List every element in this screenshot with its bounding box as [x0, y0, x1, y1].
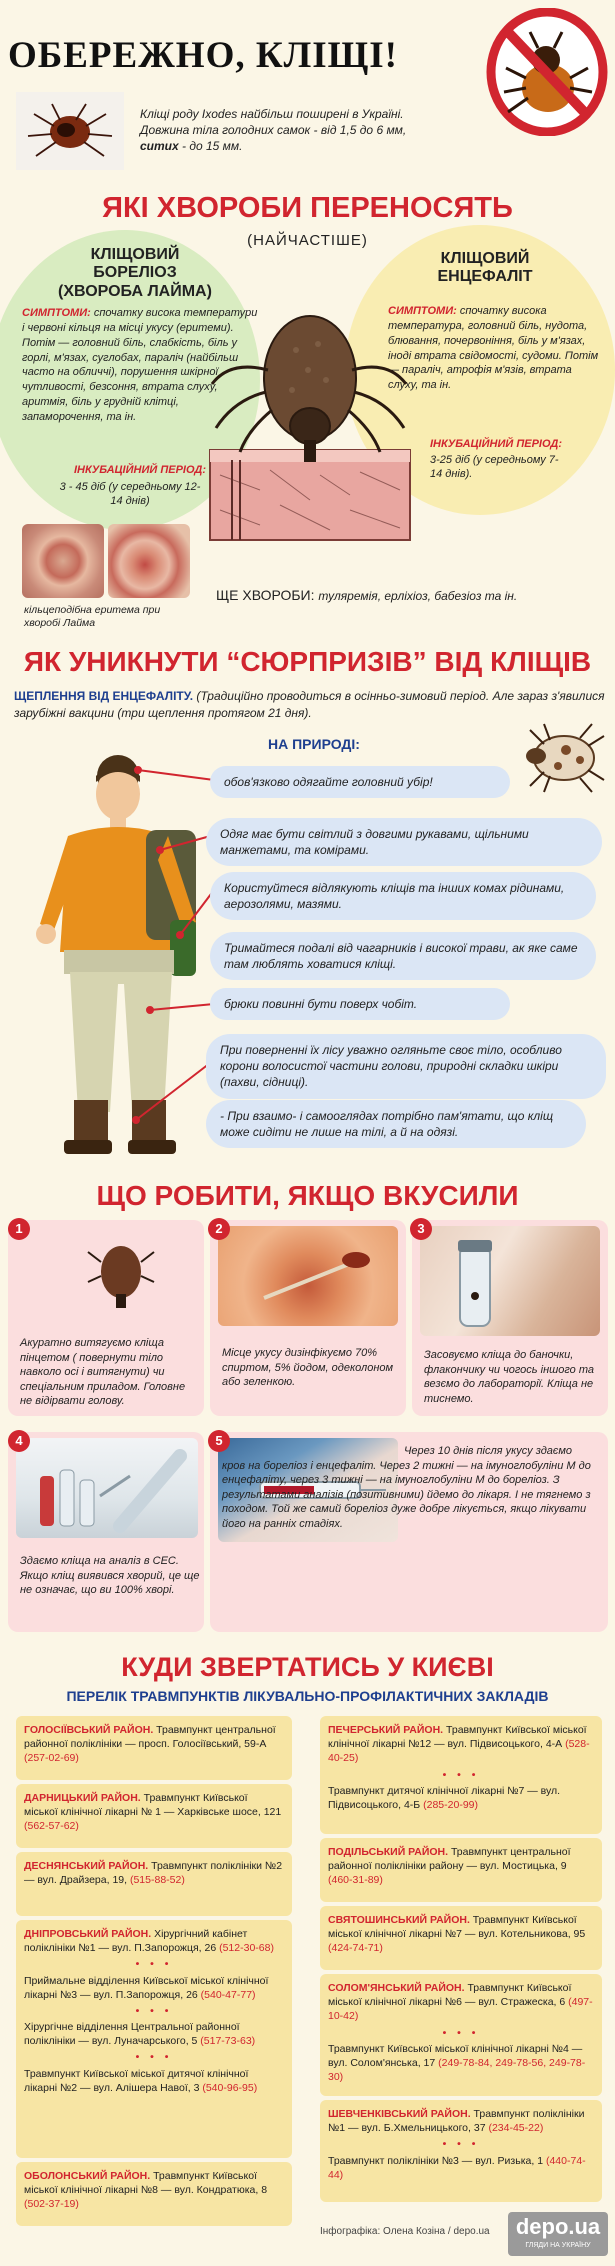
kyiv-subheading: ПЕРЕЛІК ТРАВМПУНКТІВ ЛІКУВАЛЬНО-ПРОФІЛАКТИЧНИХ ЗАКЛАДІВ: [66, 1688, 549, 1704]
separator-dots: • • •: [442, 2138, 480, 2151]
kyiv-heading: КУДИ ЗВЕРТАТИСЬ У КИЄВІ: [121, 1652, 494, 1682]
diseases-heading: ЯКІ ХВОРОБИ ПЕРЕНОСЯТЬ: [102, 192, 513, 224]
separator-dots: • • •: [442, 1768, 480, 1781]
tip-bubble-5: брюки повинні бути поверх чобіт.: [210, 988, 510, 1020]
district-obolonskyi: ОБОЛОНСЬКИЙ РАЙОН. Травмпункт Київської міської клінічної лікарні №8 — вул. Кондратюка, 8 (502-37-19): [16, 2162, 292, 2226]
tip-bubble-3: Користуйтеся відлякують кліщів та інших комах рідинами, аерозолями, мазями.: [210, 872, 596, 920]
district-desnianskyi: ДЕСНЯНСЬКИЙ РАЙОН. Травмпункт поліклініки №2 — вул. Драйзера, 19, (515-88-52): [16, 1852, 292, 1916]
step-3-vial-icon: [440, 1236, 510, 1336]
separator-dots: • • •: [135, 2004, 173, 2017]
lyme-incubation-label: ІНКУБАЦІЙНИЙ ПЕРІОД:: [74, 464, 206, 476]
district-darnytskyi: ДАРНИЦЬКИЙ РАЙОН. Травмпункт Київської міської клінічної лікарні № 1 — Харківське шосе, 121 (562-57-62): [16, 1784, 292, 1848]
lyme-symptoms: СИМПТОМИ: спочатку висока температури і червоні кільця на місці укусу (еритеми). Потім — головний біль, слабкість, біль у горлі, м'язах, суглобах, параліч (найбільш часто на обличчі), порушення шкірної чутливості, безсоння, втрата слуху, аритмія, біль у грудній клітці, запаморочення, та ін.: [22, 307, 258, 423]
erythema-caption: кільцеподібна еритема при хворобі Лайма: [24, 604, 161, 630]
vaccine-text: ЩЕПЛЕННЯ ВІД ЕНЦЕФАЛІТУ. (Традиційно проводиться в осінньо-зимовий період. Але зараз з'явилися зарубіжні вакцини (три щеплення протягом 21 дня).: [14, 689, 605, 720]
tip-bubble-4: Тримайтеся подалі від чагарників і високої трави, ак яке саме там люблять ховатися кліщі.: [210, 932, 596, 980]
step-2-swab-icon: [244, 1240, 384, 1310]
district-solomianskyi: СОЛОМ'ЯНСЬКИЙ РАЙОН. Травмпункт Київської міської клінічної лікарні №6 — вул. Стражеска, 6 (497-10-42) • • • Травмпункт Київської міської клінічної лікарні №4 — вул. Солом'янська, 17 (249-78-84, 249-78-56, 249-78-30): [320, 1974, 602, 2096]
encephalitis-incubation-label: ІНКУБАЦІЙНИЙ ПЕРІОД:: [430, 438, 562, 450]
tip-bubble-1: обов'язково одягайте головний убір!: [210, 766, 510, 798]
step-4-text: Здаємо кліща на аналіз в СЕС. Якщо кліщ виявився хворий, це ще не означає, що ви 100% хворі.: [20, 1555, 200, 1597]
tip-bubble-6: При поверненні їх лісу уважно огляньте своє тіло, особливо корони волосистої частини голови, природні складки шкіри (пахви, сідниці).: [206, 1034, 606, 1099]
step-1-number: 1: [8, 1218, 30, 1240]
separator-dots: • • •: [135, 2051, 173, 2064]
diseases-subheading: (НАЙЧАСТІШЕ): [247, 232, 368, 249]
encephalitis-symptoms: СИМПТОМИ: спочатку висока температура, головний біль, нудота, блювання, почервоніння, біль у м'язах, іноді втрата свідомості, судоми. Потім — параліч, атрофія м'язів, втрата слуху, та ін.: [388, 305, 599, 392]
tip-bubble-2: Одяг має бути світлий з довгими рукавами, щільними манжетами, та комірами.: [206, 818, 602, 866]
district-podilskyi: ПОДІЛЬСЬКИЙ РАЙОН. Травмпункт центральної районної поліклініки району — вул. Мостицька, 9 (460-31-89): [320, 1838, 602, 1902]
district-holosiivskyi: ГОЛОСІЇВСЬКИЙ РАЙОН. Травмпункт центральної районної поліклініки — просп. Голосіївський, 59-А (257-02-69): [16, 1716, 292, 1780]
district-pecherskyi: ПЕЧЕРСЬКИЙ РАЙОН. Травмпункт Київської міської клінічної лікарні №12 — вул. Підвисоцького, 4-А (528-40-25) • • • Травмпункт дитячої клінічної лікарні №7 — вул. Підвисоцького, 4-Б (285-20-99): [320, 1716, 602, 1834]
encephalitis-incubation: 3-25 діб (у середньому 7-14 днів).: [430, 454, 559, 481]
step-1-tick-icon: [86, 1232, 156, 1312]
separator-dots: • • •: [442, 2026, 480, 2039]
nature-label: НА ПРИРОДІ:: [268, 736, 360, 752]
step-1-text: Акуратно витягуємо кліща пінцетом ( повернути тіло навколо осі і витягнути) чи спеціальним приладом. Головне не відірвати голову.: [20, 1337, 186, 1408]
district-sviatoshynskyi: СВЯТОШИНСЬКИЙ РАЙОН. Травмпункт Київської міської клінічної лікарні №7 — вул. Котельникова, 95 (424-74-71): [320, 1906, 602, 1970]
step-2-text: Місце укусу дизінфікуємо 70% спиртом, 5% йодом, одеколоном або зеленкою.: [222, 1347, 394, 1389]
district-dniprovskyi: ДНІПРОВСЬКИЙ РАЙОН. Хірургічний кабінет поліклініки №1 — вул. П.Запорожця, 26 (512-30-68) • • • Приймальне відділення Київської міської клінічної лікарні №3 — вул. П.Запорожця, 26 (540-47-77) • • • Хірургічне відділення Центральної районної поліклініки — вул. Луначарського, 5 (517-73-63) • • • Травмпункт Київської міської дитячої клінічної лікарні №2 — вул. Алішера Навої, 3 (540-96-95): [16, 1920, 292, 2158]
step-5-number: 5: [208, 1430, 230, 1452]
lyme-incubation: 3 - 45 діб (у середньому 12-14 днів): [59, 481, 201, 508]
encephalitis-title: КЛІЩОВИЙ ЕНЦЕФАЛІТ: [437, 250, 533, 286]
step-4-lab-icon: [30, 1446, 190, 1536]
page-title: ОБЕРЕЖНО, КЛІЩІ!: [8, 35, 398, 76]
step-3-number: 3: [410, 1218, 432, 1240]
intro-text: Кліщі роду Ixodes найбільш поширені в Україні. Довжина тіла голодних самок - від 1,5 до 6 мм, ситих - до 15 мм.: [140, 107, 407, 154]
separator-dots: • • •: [135, 1958, 173, 1971]
other-diseases: ЩЕ ХВОРОБИ: туляремія, ерліхіоз, бабезіоз та ін.: [216, 587, 518, 603]
tip-bubble-7: - При взаимо- і самооглядах потрібно пам'ятати, що кліщ може сидіти не лише на тілі, а й на одязі.: [206, 1100, 586, 1148]
step-2-number: 2: [208, 1218, 230, 1240]
step-4-number: 4: [8, 1430, 30, 1452]
lyme-title: КЛІЩОВИЙ БОРЕЛІОЗ (ХВОРОБА ЛАЙМА): [58, 246, 212, 300]
step-3-text: Засовуємо кліща до баночки, флакончику чи чогось іншого та везємо до лабораторії. Кліща не тиснемо.: [424, 1349, 595, 1405]
step-5-text: Через 10 днів після укусу здаємо кров на бореліоз і енцефаліт. Через 2 тижні — на імуноглобуліни М до енцефаліту, через 3 тижні — на імуноглобуліни М до бореліоз. З результатами аналізів (позитивними) йдемо до лікаря. І не тягнемо з походом. Той же самий бореліоз дуже добре лікується, якщо лікувати його на ранніх стадіях.: [222, 1445, 591, 1530]
district-shevchenkivskyi: ШЕВЧЕНКІВСЬКИЙ РАЙОН. Травмпункт поліклініки №1 — вул. Б.Хмельницького, 37 (234-45-22) • • • Травмпункт поліклініки №3 — вул. Ризька, 1 (440-74-44): [320, 2100, 602, 2202]
prevention-heading: ЯК УНИКНУТИ “СЮРПРИЗІВ” ВІД КЛІЩІВ: [23, 646, 592, 677]
bite-heading: ЩО РОБИТИ, ЯКЩО ВКУСИЛИ: [96, 1180, 519, 1211]
depo-logo: depo.ua ГЛЯДИ НА УКРАЇНУ: [508, 2212, 608, 2256]
credit: Інфографіка: Олена Козіна / depo.ua: [320, 2226, 490, 2237]
